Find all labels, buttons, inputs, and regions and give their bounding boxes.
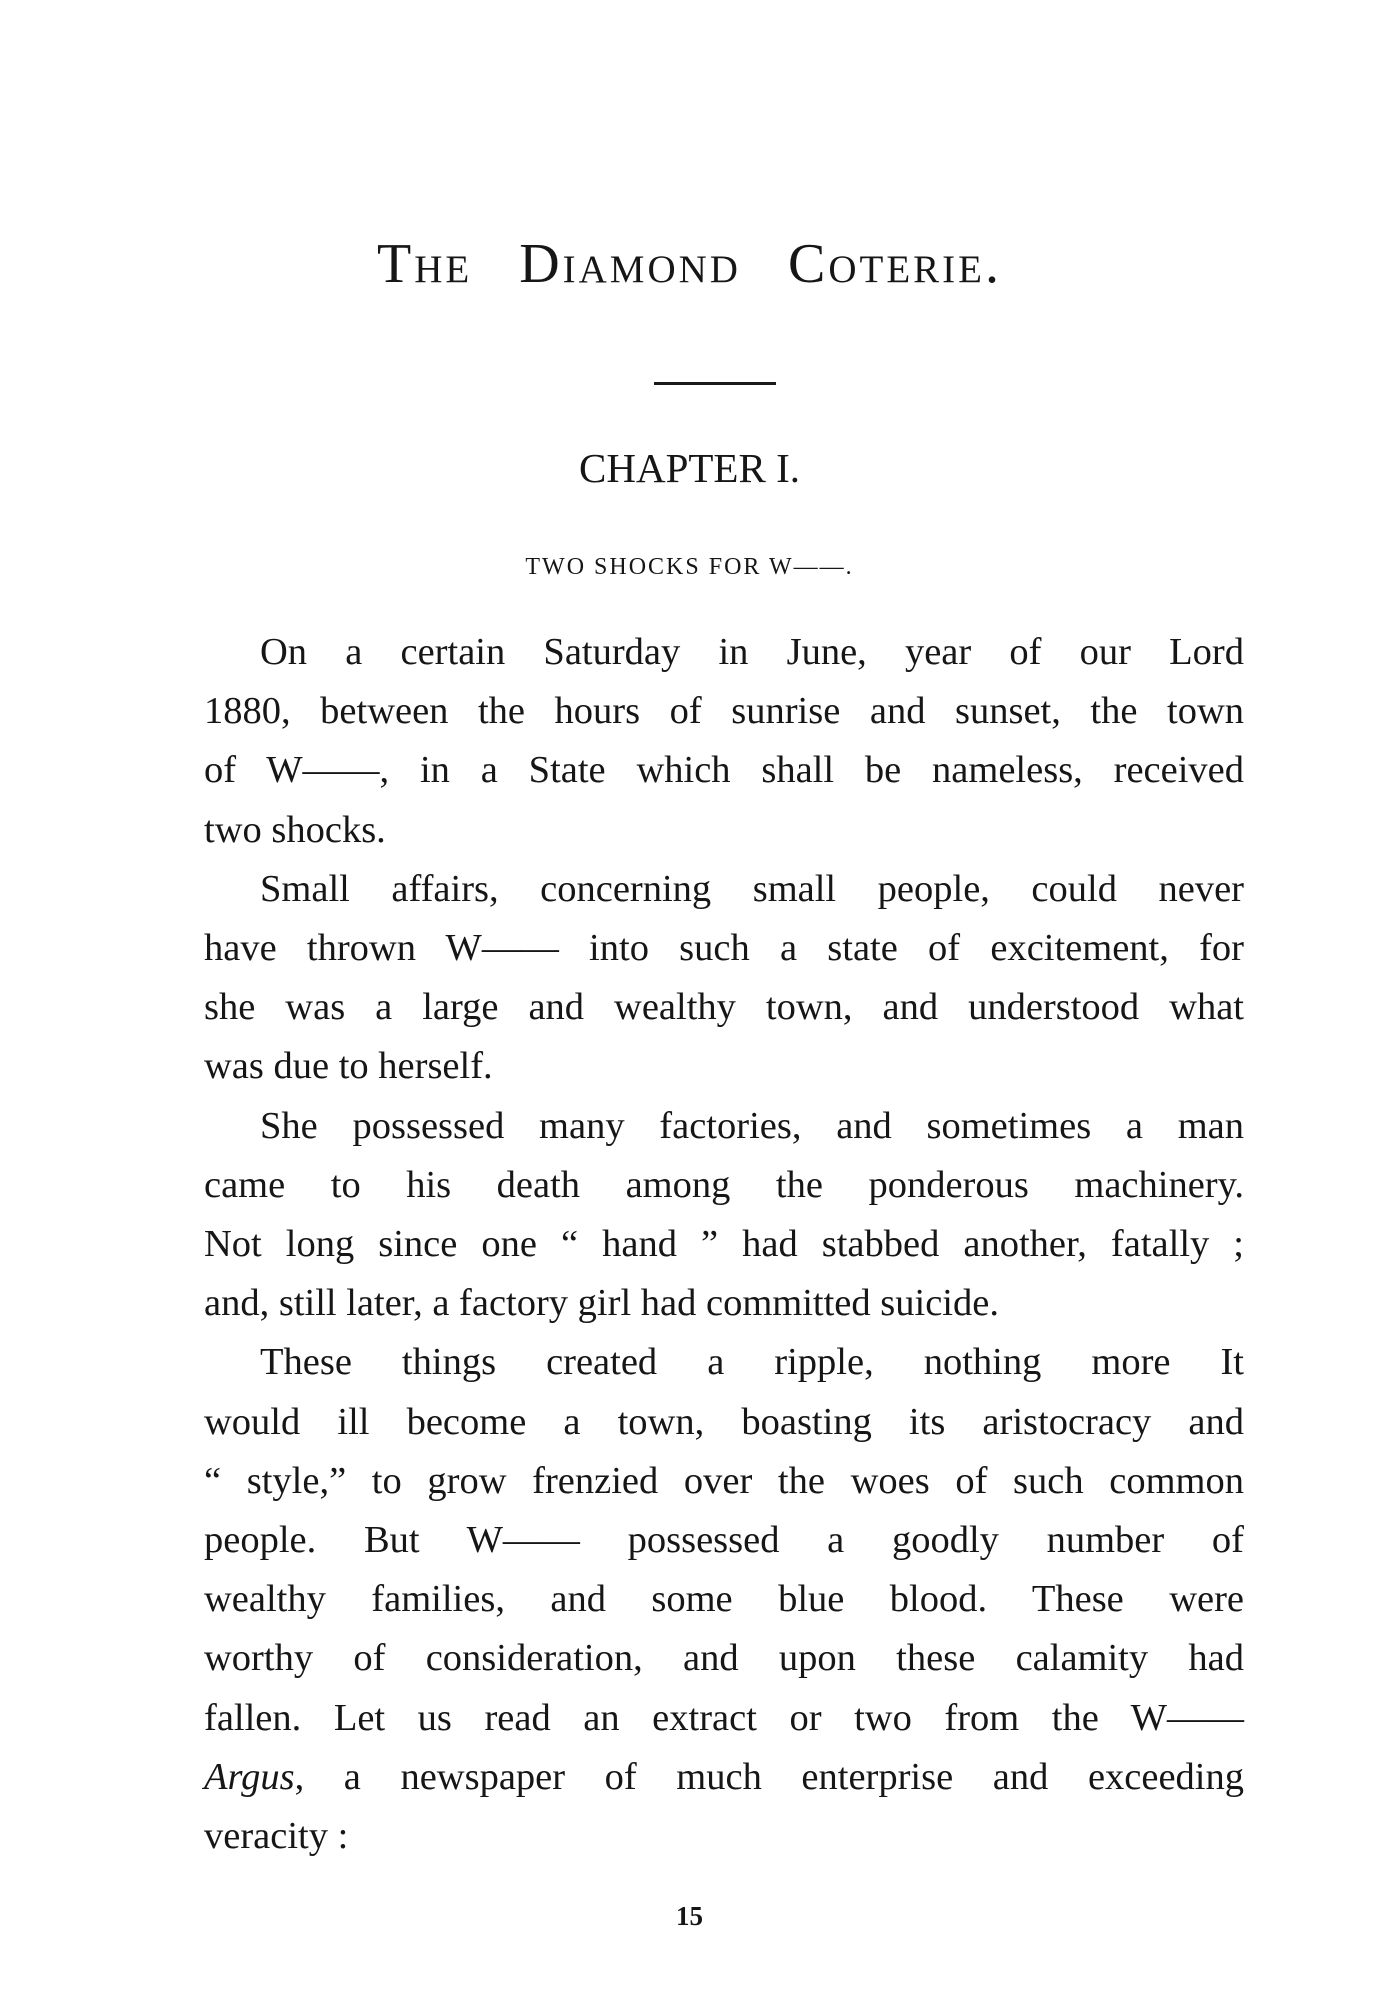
text-line: was due to herself. (204, 1045, 493, 1088)
text-line: worthy of consideration, and upon these calamity had (204, 1637, 1244, 1680)
page-number: 15 (676, 1901, 703, 1931)
text-line: veracity : (204, 1815, 349, 1858)
text-line: she was a large and wealthy town, and understood what (204, 986, 1244, 1029)
text-line: “ style,” to grow frenzied over the woes of such common (204, 1459, 1244, 1502)
paragraph (204, 1097, 1244, 1334)
chapter-subtitle: TWO SHOCKS FOR W——. (525, 554, 854, 580)
text-line: fallen. Let us read an extract or two from the W—— (204, 1696, 1244, 1739)
text-line: came to his death among the ponderous machinery. (204, 1163, 1244, 1206)
text-line: people. But W—— possessed a goodly number of (204, 1519, 1244, 1562)
paragraph (204, 1333, 1244, 1866)
text-line: of W——, in a State which shall be nameless, received (204, 749, 1244, 792)
text-line: 1880, between the hours of sunrise and sunset, the town (204, 690, 1244, 733)
text-line-rest: , a newspaper of much enterprise and exceeding (294, 1755, 1244, 1798)
chapter-body (204, 623, 1244, 1866)
text-line: have thrown W—— into such a state of excitement, for (204, 927, 1244, 970)
text-line: Small affairs, concerning small people, could never (260, 867, 1244, 910)
paragraph (204, 860, 1244, 1097)
text-line: wealthy families, and some blue blood. These were (204, 1578, 1244, 1621)
chapter-heading: CHAPTER I. (579, 445, 800, 491)
newspaper-name: Argus (204, 1755, 295, 1798)
paragraph (204, 623, 1244, 860)
text-line: On a certain Saturday in June, year of our Lord (260, 631, 1244, 673)
text-line: and, still later, a factory girl had committed suicide. (204, 1282, 999, 1325)
text-line: would ill become a town, boasting its aristocracy and (204, 1400, 1244, 1443)
title-divider (654, 382, 776, 385)
book-title: The Diamond Coterie. (377, 233, 1002, 295)
text-line (204, 1748, 1244, 1807)
text-line: two shocks. (204, 808, 386, 851)
text-line: Not long since one “ hand ” had stabbed another, fatally ; (204, 1223, 1244, 1266)
text-line: These things created a ripple, nothing more It (260, 1341, 1244, 1384)
text-line: She possessed many factories, and sometimes a man (260, 1104, 1244, 1147)
